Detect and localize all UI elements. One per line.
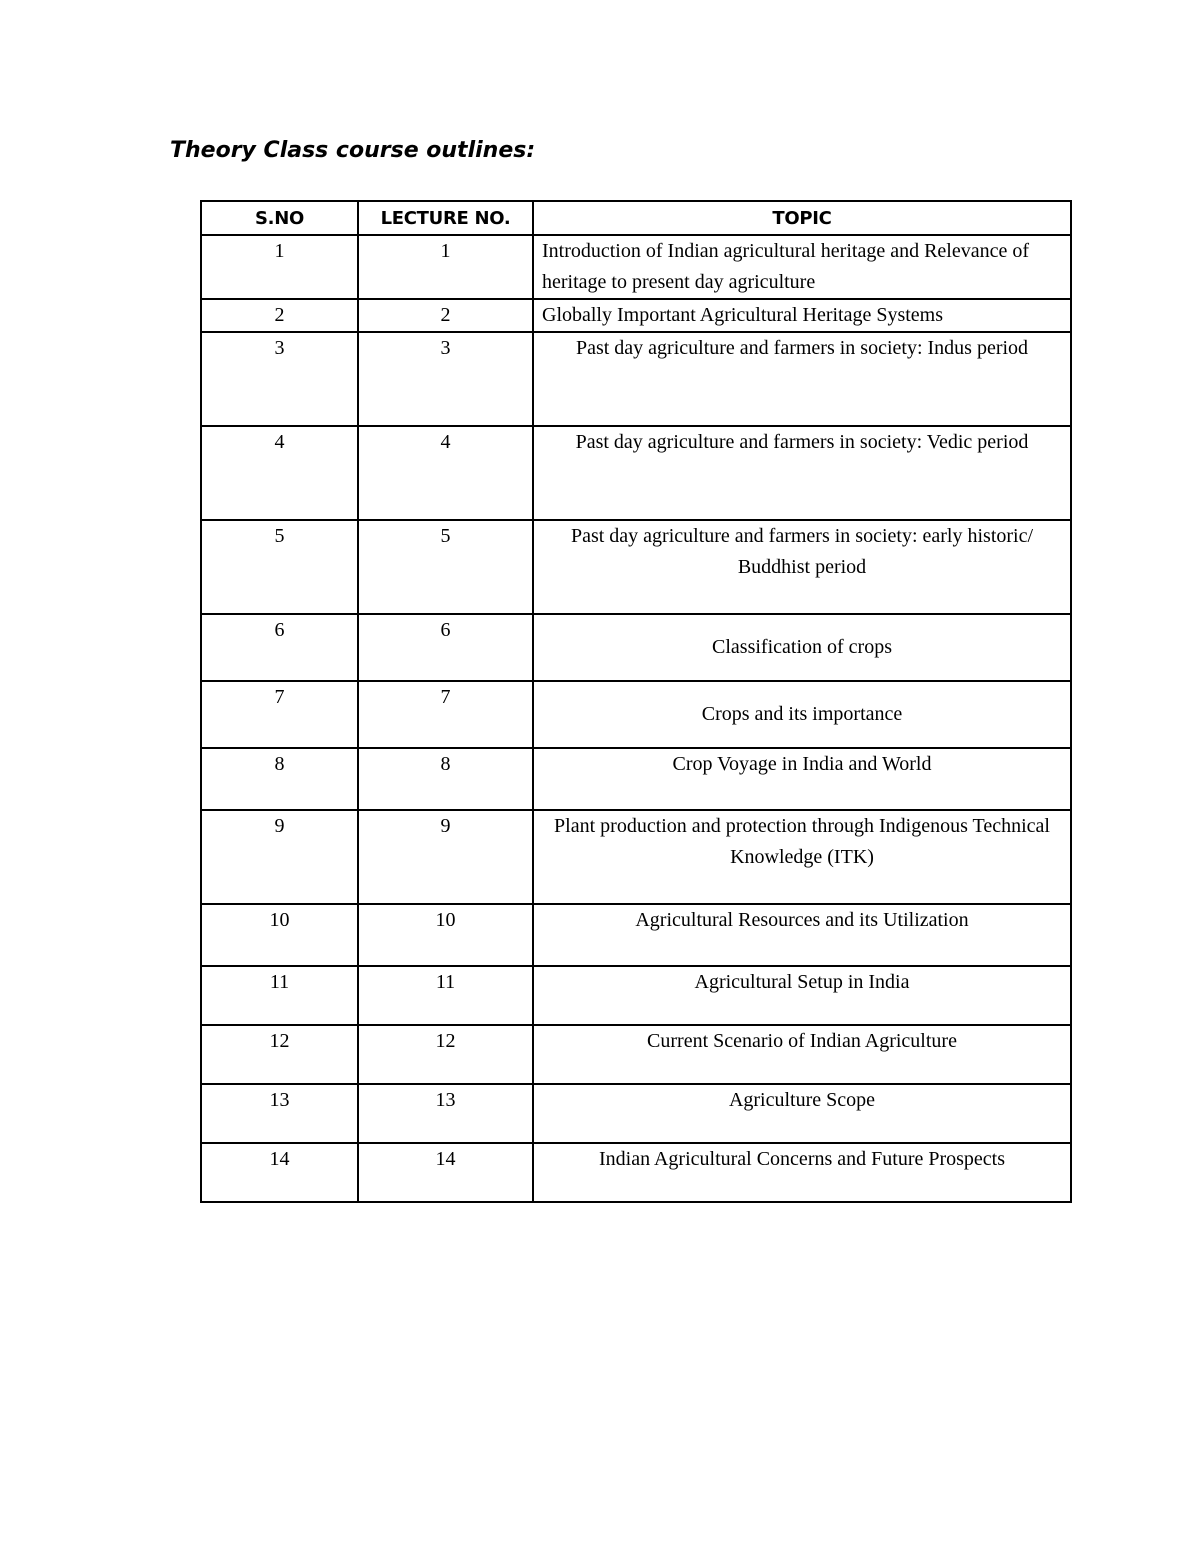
table-row	[201, 810, 1071, 904]
table-row	[201, 748, 1071, 810]
table-row	[201, 1084, 1071, 1143]
cell-sno: 13	[201, 1084, 358, 1143]
cell-lecture: 6	[358, 614, 533, 681]
cell-sno: 11	[201, 966, 358, 1025]
cell-lecture: 7	[358, 681, 533, 748]
course-outline-table	[200, 200, 1072, 1203]
cell-sno: 1	[201, 235, 358, 299]
table-row	[201, 1143, 1071, 1202]
table-row	[201, 235, 1071, 299]
column-header-sno: S.NO	[201, 201, 358, 235]
cell-topic: Crops and its importance	[533, 681, 1071, 748]
cell-topic: Crop Voyage in India and World	[533, 748, 1071, 810]
cell-lecture: 1	[358, 235, 533, 299]
cell-topic: Agricultural Resources and its Utilization	[533, 904, 1071, 966]
cell-topic: Classification of crops	[533, 614, 1071, 681]
header-row	[201, 201, 1071, 235]
table-row	[201, 332, 1071, 426]
cell-sno: 12	[201, 1025, 358, 1084]
cell-topic: Agricultural Setup in India	[533, 966, 1071, 1025]
cell-sno: 5	[201, 520, 358, 614]
cell-lecture: 2	[358, 299, 533, 332]
cell-topic: Globally Important Agricultural Heritage Systems	[533, 299, 1071, 332]
cell-lecture: 9	[358, 810, 533, 904]
cell-sno: 8	[201, 748, 358, 810]
cell-lecture: 12	[358, 1025, 533, 1084]
cell-lecture: 8	[358, 748, 533, 810]
cell-topic: Agriculture Scope	[533, 1084, 1071, 1143]
cell-sno: 10	[201, 904, 358, 966]
page-title: Theory Class course outlines:	[170, 138, 536, 163]
table-body	[201, 235, 1071, 1202]
cell-lecture: 3	[358, 332, 533, 426]
cell-topic: Past day agriculture and farmers in society: early historic/ Buddhist period	[533, 520, 1071, 614]
table-row	[201, 904, 1071, 966]
table-row	[201, 1025, 1071, 1084]
column-header-lecture: LECTURE NO.	[358, 201, 533, 235]
cell-lecture: 10	[358, 904, 533, 966]
cell-lecture: 4	[358, 426, 533, 520]
table-header	[201, 201, 1071, 235]
cell-lecture: 14	[358, 1143, 533, 1202]
cell-topic: Plant production and protection through Indigenous Technical Knowledge (ITK)	[533, 810, 1071, 904]
cell-lecture: 5	[358, 520, 533, 614]
cell-sno: 14	[201, 1143, 358, 1202]
table-row	[201, 299, 1071, 332]
cell-sno: 6	[201, 614, 358, 681]
cell-topic: Past day agriculture and farmers in society: Indus period	[533, 332, 1071, 426]
cell-topic: Indian Agricultural Concerns and Future Prospects	[533, 1143, 1071, 1202]
table-row	[201, 614, 1071, 681]
table-row	[201, 520, 1071, 614]
cell-sno: 4	[201, 426, 358, 520]
cell-sno: 2	[201, 299, 358, 332]
cell-sno: 9	[201, 810, 358, 904]
cell-lecture: 11	[358, 966, 533, 1025]
cell-topic: Current Scenario of Indian Agriculture	[533, 1025, 1071, 1084]
cell-lecture: 13	[358, 1084, 533, 1143]
cell-topic: Introduction of Indian agricultural heritage and Relevance of heritage to present day agriculture	[533, 235, 1071, 299]
table-row	[201, 966, 1071, 1025]
cell-topic: Past day agriculture and farmers in society: Vedic period	[533, 426, 1071, 520]
column-header-topic: TOPIC	[533, 201, 1071, 235]
table-row	[201, 681, 1071, 748]
cell-sno: 3	[201, 332, 358, 426]
cell-sno: 7	[201, 681, 358, 748]
table-row	[201, 426, 1071, 520]
